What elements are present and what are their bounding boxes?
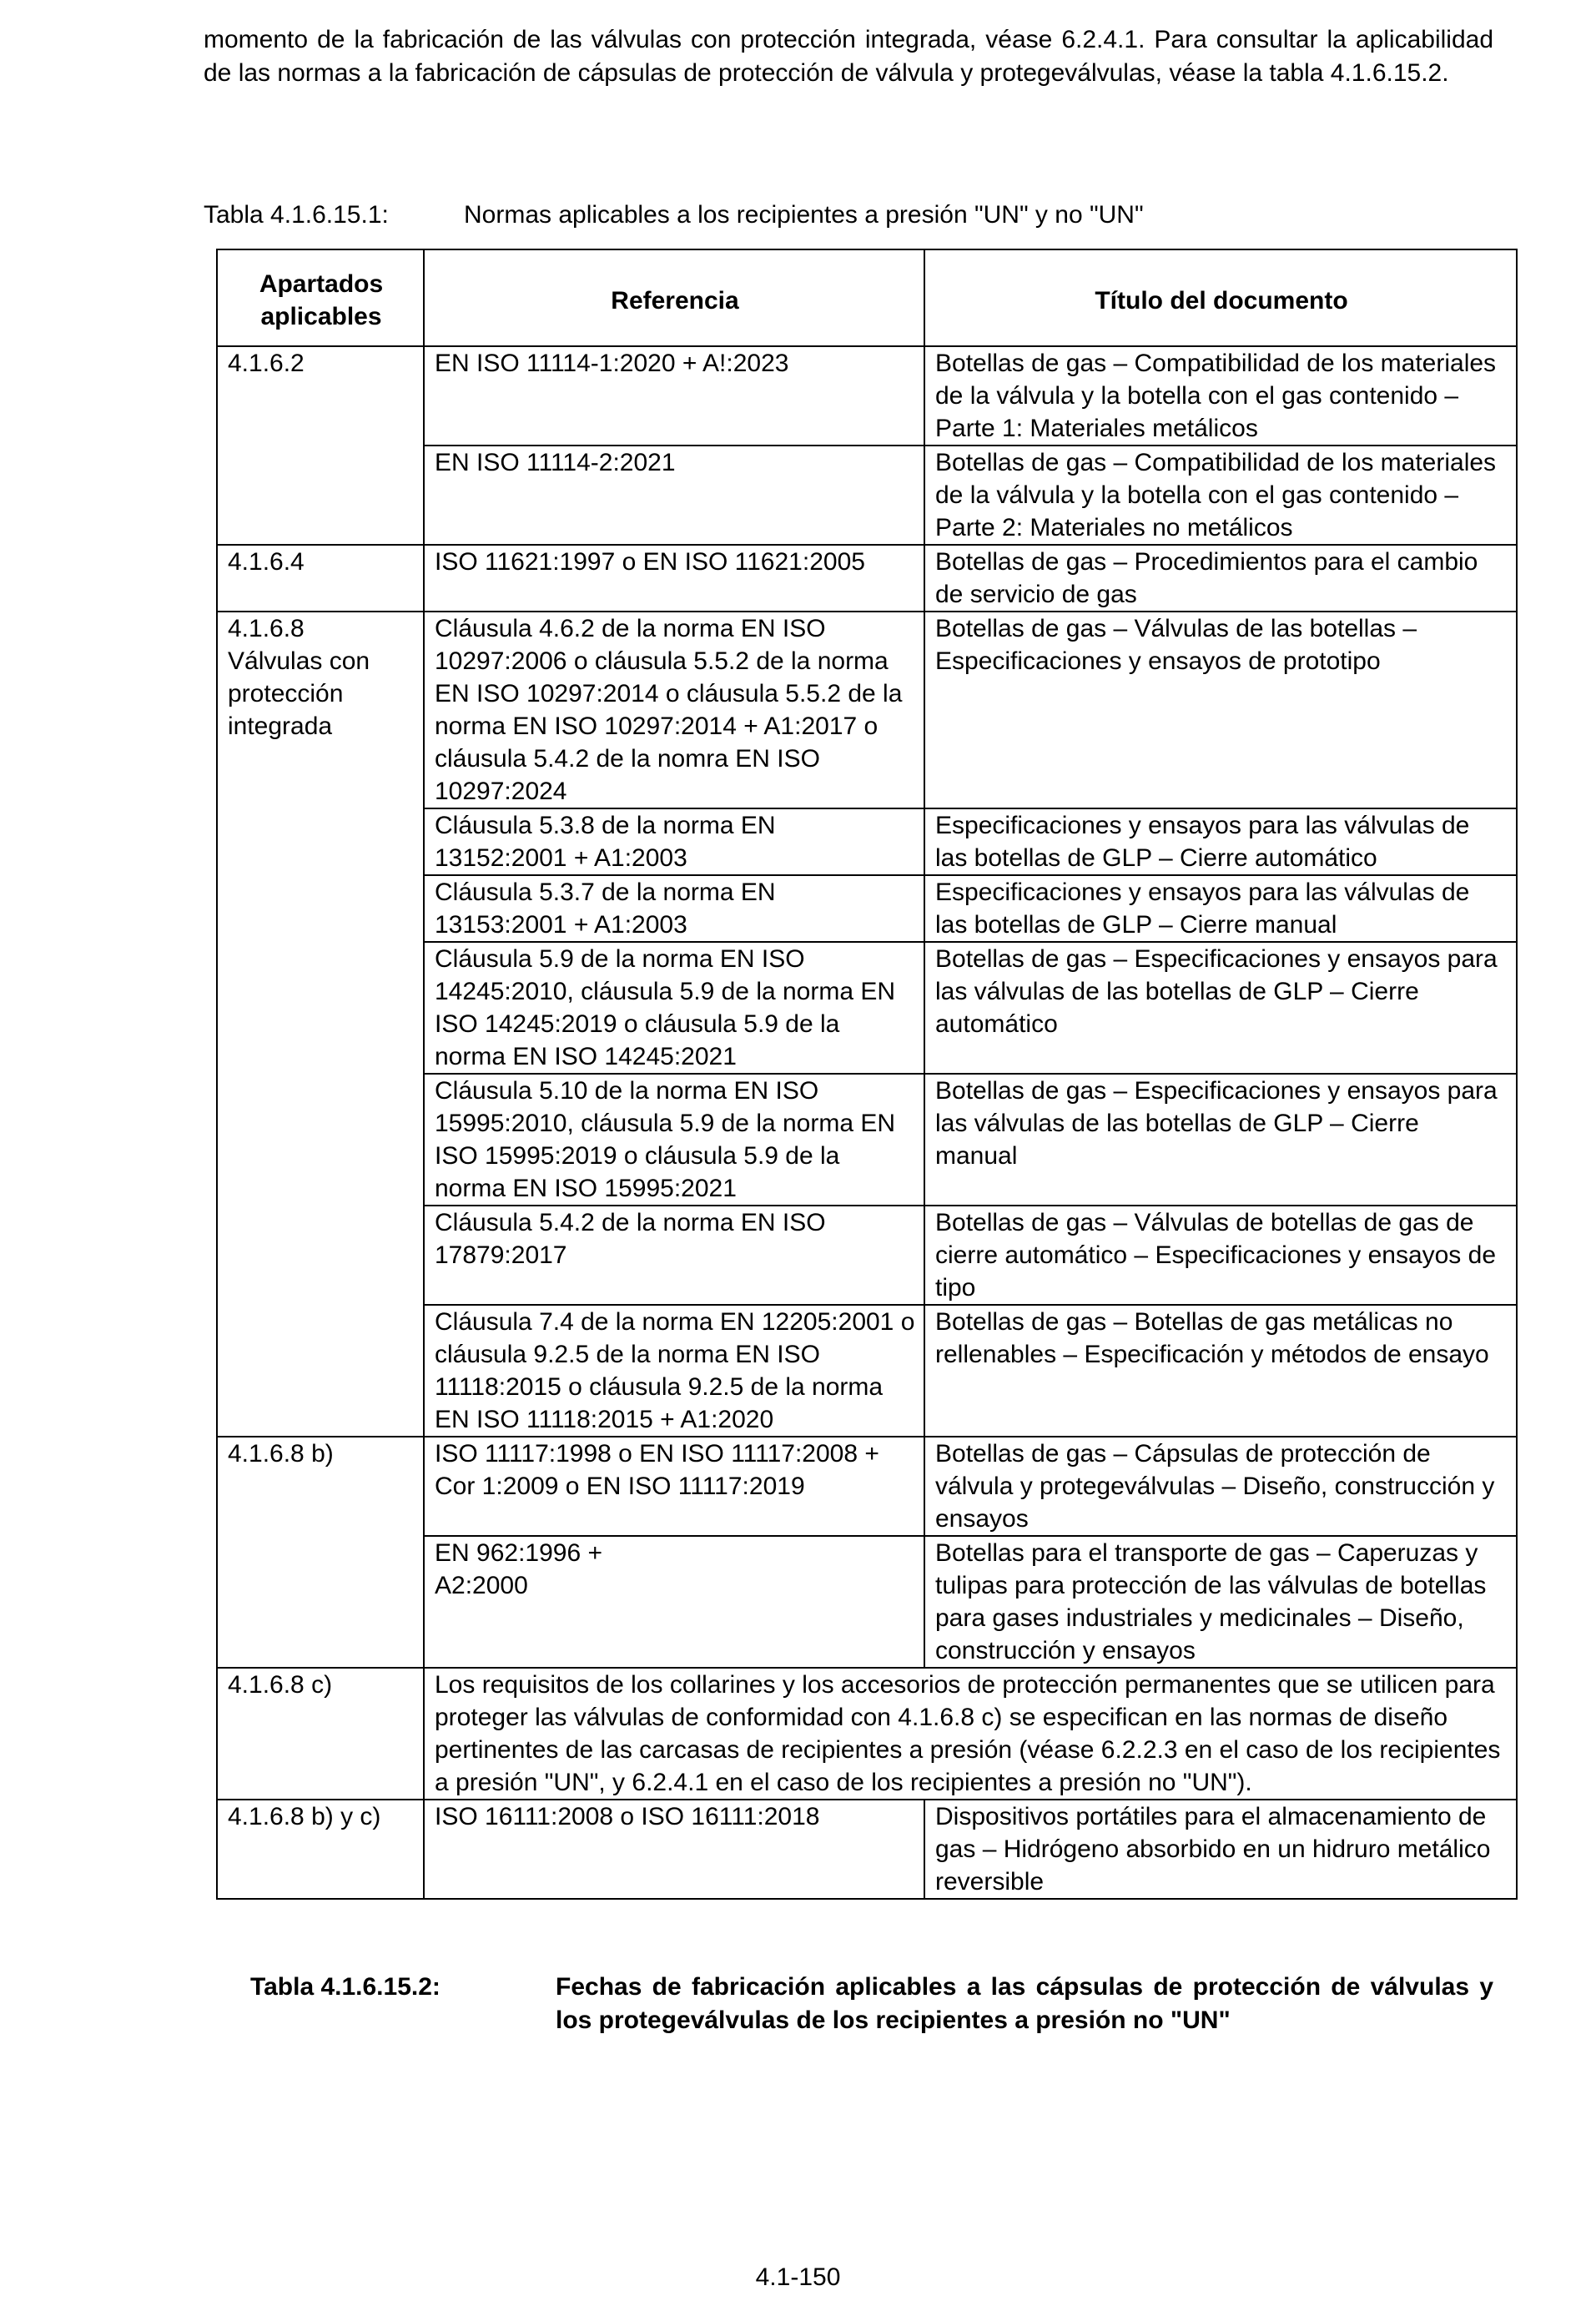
intro-paragraph: momento de la fabricación de las válvulas con protección integrada, véase 6.2.4.1. Para consultar la aplicabilidad de las normas a la fabricación de cápsulas de protección de válvula y protegeválvulas, véase la tabla 4.1.6.15.2. [204, 26, 1493, 87]
cell-apartado [217, 446, 424, 545]
cell-apartado: 4.1.6.8 c) [217, 1668, 424, 1800]
table-caption-4-1-6-15-1 [204, 199, 1144, 232]
cell-apartado [217, 875, 424, 942]
table-row [217, 446, 1517, 545]
cell-apartado: 4.1.6.8 Válvulas con protección integrada [217, 612, 424, 808]
cell-titulo: Botellas para el transporte de gas – Caperuzas y tulipas para protección de las válvulas de botellas para gases industriales y medicinales – Diseño, construcción y ensayos [924, 1536, 1517, 1668]
cell-titulo: Botellas de gas – Cápsulas de protección de válvula y protegeválvulas – Diseño, construcción y ensayos [924, 1437, 1517, 1536]
cell-titulo: Botellas de gas – Procedimientos para el cambio de servicio de gas [924, 545, 1517, 612]
cell-referencia: EN ISO 11114-2:2021 [424, 446, 924, 545]
table-caption-label: Tabla 4.1.6.15.1: [204, 201, 389, 229]
cell-titulo: Botellas de gas – Válvulas de botellas de gas de cierre automático – Especificaciones y ensayos de tipo [924, 1206, 1517, 1305]
table-row [217, 1437, 1517, 1536]
cell-titulo: Botellas de gas – Compatibilidad de los materiales de la válvula y la botella con el gas contenido – Parte 1: Materiales metálicos [924, 346, 1517, 446]
cell-referencia: Cláusula 5.3.7 de la norma EN 13153:2001 + A1:2003 [424, 875, 924, 942]
cell-referencia: ISO 11117:1998 o EN ISO 11117:2008 + Cor 1:2009 o EN ISO 11117:2019 [424, 1437, 924, 1536]
cell-apartado: 4.1.6.4 [217, 545, 424, 612]
table-row [217, 1074, 1517, 1206]
table-caption-4-1-6-15-2 [250, 1971, 1493, 2037]
cell-titulo: Botellas de gas – Botellas de gas metálicas no rellenables – Especificación y métodos de ensayo [924, 1305, 1517, 1437]
table-row [217, 875, 1517, 942]
cell-referencia: ISO 16111:2008 o ISO 16111:2018 [424, 1800, 924, 1899]
header-titulo: Título del documento [924, 249, 1517, 346]
cell-merged-text: Los requisitos de los collarines y los accesorios de protección permanentes que se utilicen para proteger las válvulas de conformidad con 4.1.6.8 c) se especifican en las normas de diseño pertinentes de las carcasas de recipientes a presión (véase 6.2.2.3 en el caso de los recipientes a presión "UN", y 6.2.4.1 en el caso de los recipientes a presión no "UN"). [424, 1668, 1517, 1800]
cell-apartado: 4.1.6.2 [217, 346, 424, 446]
cell-apartado [217, 808, 424, 875]
table-row [217, 942, 1517, 1074]
table-row [217, 545, 1517, 612]
page-number: 4.1-150 [755, 2263, 841, 2291]
table-row [217, 1536, 1517, 1668]
cell-referencia: EN 962:1996 + A2:2000 [424, 1536, 924, 1668]
cell-referencia: Cláusula 5.9 de la norma EN ISO 14245:2010, cláusula 5.9 de la norma EN ISO 14245:2019 o cláusula 5.9 de la norma EN ISO 14245:2021 [424, 942, 924, 1074]
cell-titulo: Botellas de gas – Especificaciones y ensayos para las válvulas de las botellas de GLP – Cierre manual [924, 1074, 1517, 1206]
header-referencia: Referencia [424, 249, 924, 346]
cell-apartado [217, 1305, 424, 1437]
cell-apartado: 4.1.6.8 b) y c) [217, 1800, 424, 1899]
table-row [217, 1305, 1517, 1437]
cell-apartado [217, 942, 424, 1074]
cell-titulo: Dispositivos portátiles para el almacenamiento de gas – Hidrógeno absorbido en un hidruro metálico reversible [924, 1800, 1517, 1899]
table2-caption-label: Tabla 4.1.6.15.2: [250, 1973, 441, 2001]
cell-titulo: Especificaciones y ensayos para las válvulas de las botellas de GLP – Cierre automático [924, 808, 1517, 875]
cell-apartado [217, 1536, 424, 1668]
cell-titulo: Especificaciones y ensayos para las válvulas de las botellas de GLP – Cierre manual [924, 875, 1517, 942]
cell-apartado [217, 1074, 424, 1206]
cell-apartado: 4.1.6.8 b) [217, 1437, 424, 1536]
header-apartados: Apartados aplicables [217, 249, 424, 346]
table-header-row [217, 249, 1517, 346]
standards-table [216, 249, 1518, 1900]
cell-referencia: Cláusula 5.3.8 de la norma EN 13152:2001 + A1:2003 [424, 808, 924, 875]
table-row [217, 1206, 1517, 1305]
cell-referencia: Cláusula 5.10 de la norma EN ISO 15995:2010, cláusula 5.9 de la norma EN ISO 15995:2019 o cláusula 5.9 de la norma EN ISO 15995:2021 [424, 1074, 924, 1206]
table-row [217, 1800, 1517, 1899]
table-row [217, 808, 1517, 875]
cell-referencia: Cláusula 4.6.2 de la norma EN ISO 10297:2006 o cláusula 5.5.2 de la norma EN ISO 10297:2014 o cláusula 5.5.2 de la norma EN ISO 10297:2014 + A1:2017 o cláusula 5.4.2 de la nomra EN ISO 10297:2024 [424, 612, 924, 808]
table2-caption-text: Fechas de fabricación aplicables a las cápsulas de protección de válvulas y los protegeválvulas de los recipientes a presión no "UN" [556, 1973, 1493, 2034]
table-caption-text: Normas aplicables a los recipientes a presión "UN" y no "UN" [464, 201, 1144, 229]
cell-referencia: EN ISO 11114-1:2020 + A!:2023 [424, 346, 924, 446]
cell-referencia: Cláusula 5.4.2 de la norma EN ISO 17879:2017 [424, 1206, 924, 1305]
table-row [217, 346, 1517, 446]
table-row [217, 612, 1517, 808]
cell-titulo: Botellas de gas – Válvulas de las botellas – Especificaciones y ensayos de prototipo [924, 612, 1517, 808]
cell-apartado [217, 1206, 424, 1305]
table-row [217, 1668, 1517, 1800]
cell-referencia: ISO 11621:1997 o EN ISO 11621:2005 [424, 545, 924, 612]
cell-titulo: Botellas de gas – Compatibilidad de los materiales de la válvula y la botella con el gas contenido – Parte 2: Materiales no metálicos [924, 446, 1517, 545]
cell-referencia: Cláusula 7.4 de la norma EN 12205:2001 o cláusula 9.2.5 de la norma EN ISO 11118:2015 o cláusula 9.2.5 de la norma EN ISO 11118:2015 + A1:2020 [424, 1305, 924, 1437]
cell-titulo: Botellas de gas – Especificaciones y ensayos para las válvulas de las botellas de GLP – Cierre automático [924, 942, 1517, 1074]
